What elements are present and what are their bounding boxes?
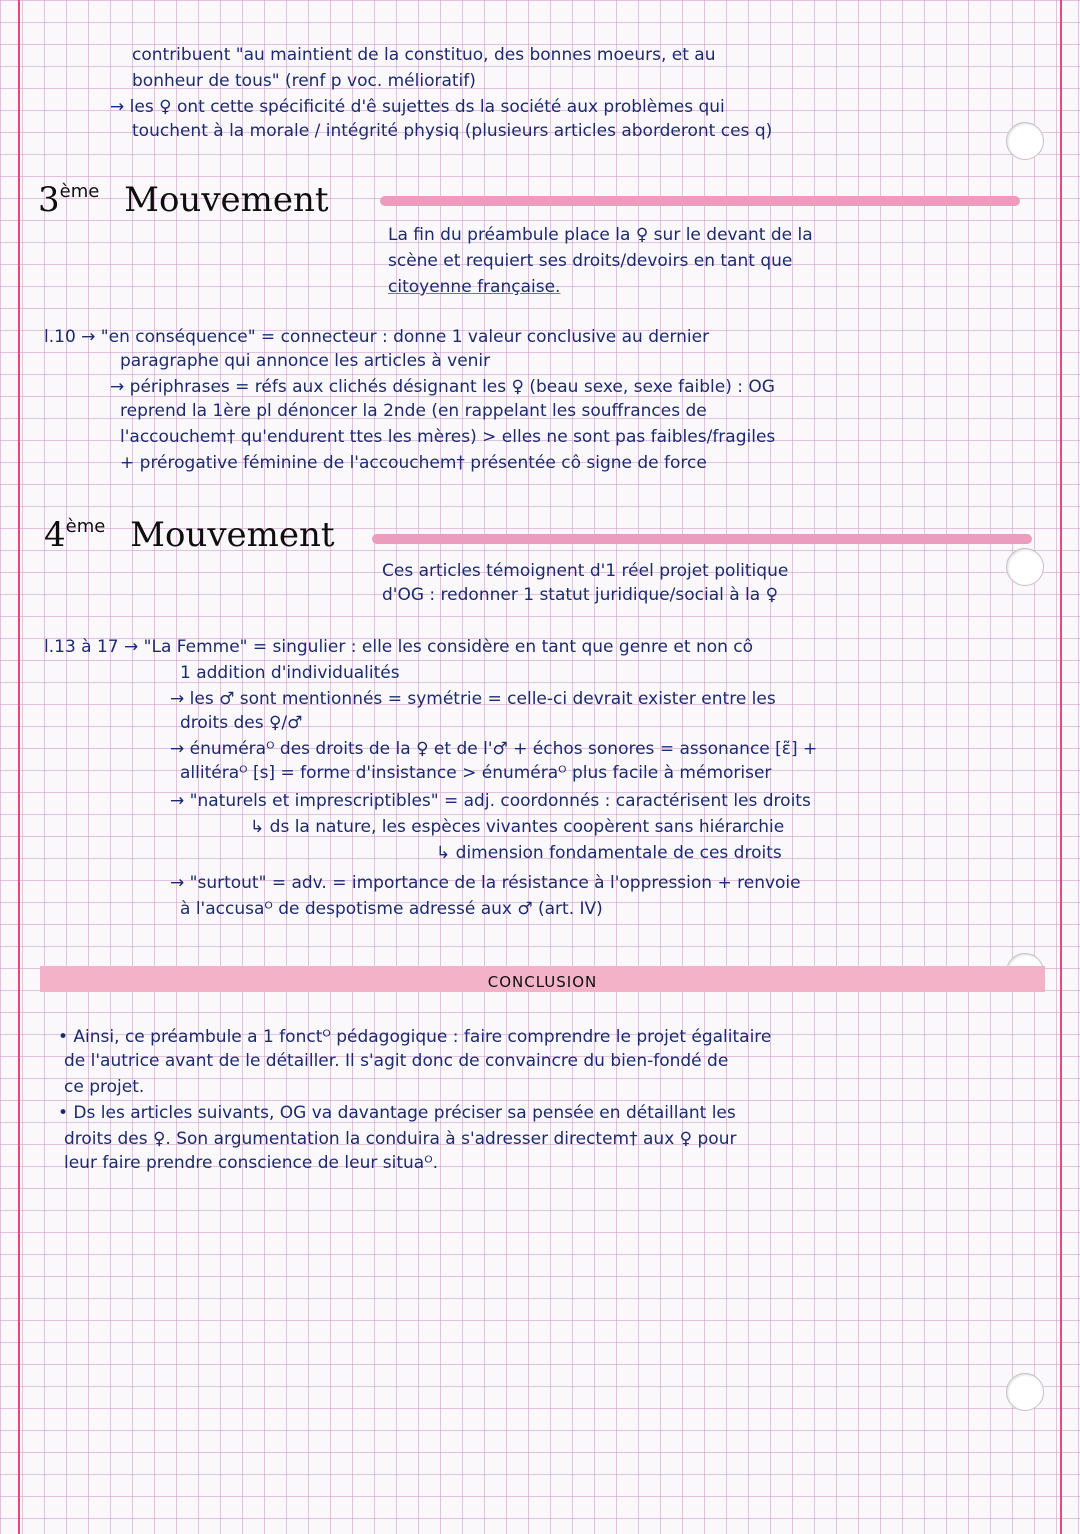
conclusion-title: CONCLUSION xyxy=(487,973,598,991)
heading-title: Mouvement xyxy=(124,180,329,220)
section-summary-line: scène et requiert ses droits/devoirs en tant que xyxy=(388,251,793,271)
analysis-line: 1 addition d'individualités xyxy=(180,663,400,683)
section-summary-line: d'OG : redonner 1 statut juridique/social à la ♀ xyxy=(382,585,779,605)
analysis-line: droits des ♀/♂ xyxy=(180,713,303,733)
analysis-line: l.10 → "en conséquence" = connecteur : donne 1 valeur conclusive au dernier xyxy=(44,327,710,347)
analysis-line: → "naturels et imprescriptibles" = adj. coordonnés : caractérisent les droits xyxy=(170,791,811,811)
analysis-line: reprend la 1ère pl dénoncer la 2nde (en rappelant les souffrances de xyxy=(120,401,707,421)
intro-line: → les ♀ ont cette spécificité d'ê sujettes ds la société aux problèmes qui xyxy=(110,97,725,117)
intro-line: bonheur de tous" (renf p voc. mélioratif) xyxy=(132,71,476,91)
heading-rule xyxy=(380,196,1020,206)
intro-line: contribuent "au maintient de la constituo, des bonnes moeurs, et au xyxy=(132,45,716,65)
binder-hole-bottom xyxy=(1006,1373,1044,1411)
heading-rule xyxy=(372,534,1032,544)
conclusion-line: • Ainsi, ce préambule a 1 fonctᴼ pédagogique : faire comprendre le projet égalitaire xyxy=(58,1027,772,1047)
conclusion-line: • Ds les articles suivants, OG va davantage préciser sa pensée en détaillant les xyxy=(58,1103,736,1123)
analysis-line: → "surtout" = adv. = importance de la résistance à l'oppression + renvoie xyxy=(170,873,801,893)
conclusion-line: ce projet. xyxy=(64,1077,145,1097)
section-heading xyxy=(44,515,335,555)
analysis-line: → énuméraᴼ des droits de la ♀ et de l'♂ + échos sonores = assonance [ɛ̃] + xyxy=(170,739,818,759)
conclusion-band xyxy=(40,966,1045,992)
heading-ordinal: 3 xyxy=(38,180,60,220)
heading-ordinal-suffix: ème xyxy=(65,516,106,537)
conclusion-line: de l'autrice avant de le détailler. Il s'agit donc de convaincre du bien-fondé de xyxy=(64,1051,729,1071)
analysis-line: → périphrases = réfs aux clichés désignant les ♀ (beau sexe, sexe faible) : OG xyxy=(110,377,775,397)
binder-hole-top xyxy=(1006,122,1044,160)
analysis-line: l.13 à 17 → "La Femme" = singulier : elle les considère en tant que genre et non cô xyxy=(44,637,754,657)
margin-line-right xyxy=(1060,0,1062,1534)
heading-ordinal: 4 xyxy=(44,515,66,555)
analysis-line: à l'accusaᴼ de despotisme adressé aux ♂ (art. IV) xyxy=(180,899,603,919)
margin-line-left xyxy=(18,0,20,1534)
analysis-line: l'accouchem† qu'endurent ttes les mères) > elles ne sont pas faibles/fragiles xyxy=(120,427,776,447)
binder-hole-middle-upper xyxy=(1006,548,1044,586)
analysis-line: → les ♂ sont mentionnés = symétrie = celle-ci devrait exister entre les xyxy=(170,689,776,709)
heading-title: Mouvement xyxy=(130,515,335,555)
section-summary-line: La fin du préambule place la ♀ sur le devant de la xyxy=(388,225,813,245)
conclusion-line: droits des ♀. Son argumentation la conduira à s'adresser directem† aux ♀ pour xyxy=(64,1129,737,1149)
conclusion-line: leur faire prendre conscience de leur situaᴼ. xyxy=(64,1153,439,1173)
section-heading xyxy=(38,180,329,220)
analysis-line: + prérogative féminine de l'accouchem† présentée cô signe de force xyxy=(120,453,707,473)
heading-ordinal-suffix: ème xyxy=(59,181,100,202)
section-summary-line: citoyenne française. xyxy=(388,277,561,297)
analysis-line: allitéraᴼ [s] = forme d'insistance > énuméraᴼ plus facile à mémoriser xyxy=(180,763,772,783)
intro-line: touchent à la morale / intégrité physiq (plusieurs articles aborderont ces q) xyxy=(132,121,773,141)
analysis-line: ↳ dimension fondamentale de ces droits xyxy=(436,843,782,863)
analysis-line: ↳ ds la nature, les espèces vivantes coopèrent sans hiérarchie xyxy=(250,817,785,837)
section-summary-line: Ces articles témoignent d'1 réel projet politique xyxy=(382,561,789,581)
analysis-line: paragraphe qui annonce les articles à venir xyxy=(120,351,491,371)
